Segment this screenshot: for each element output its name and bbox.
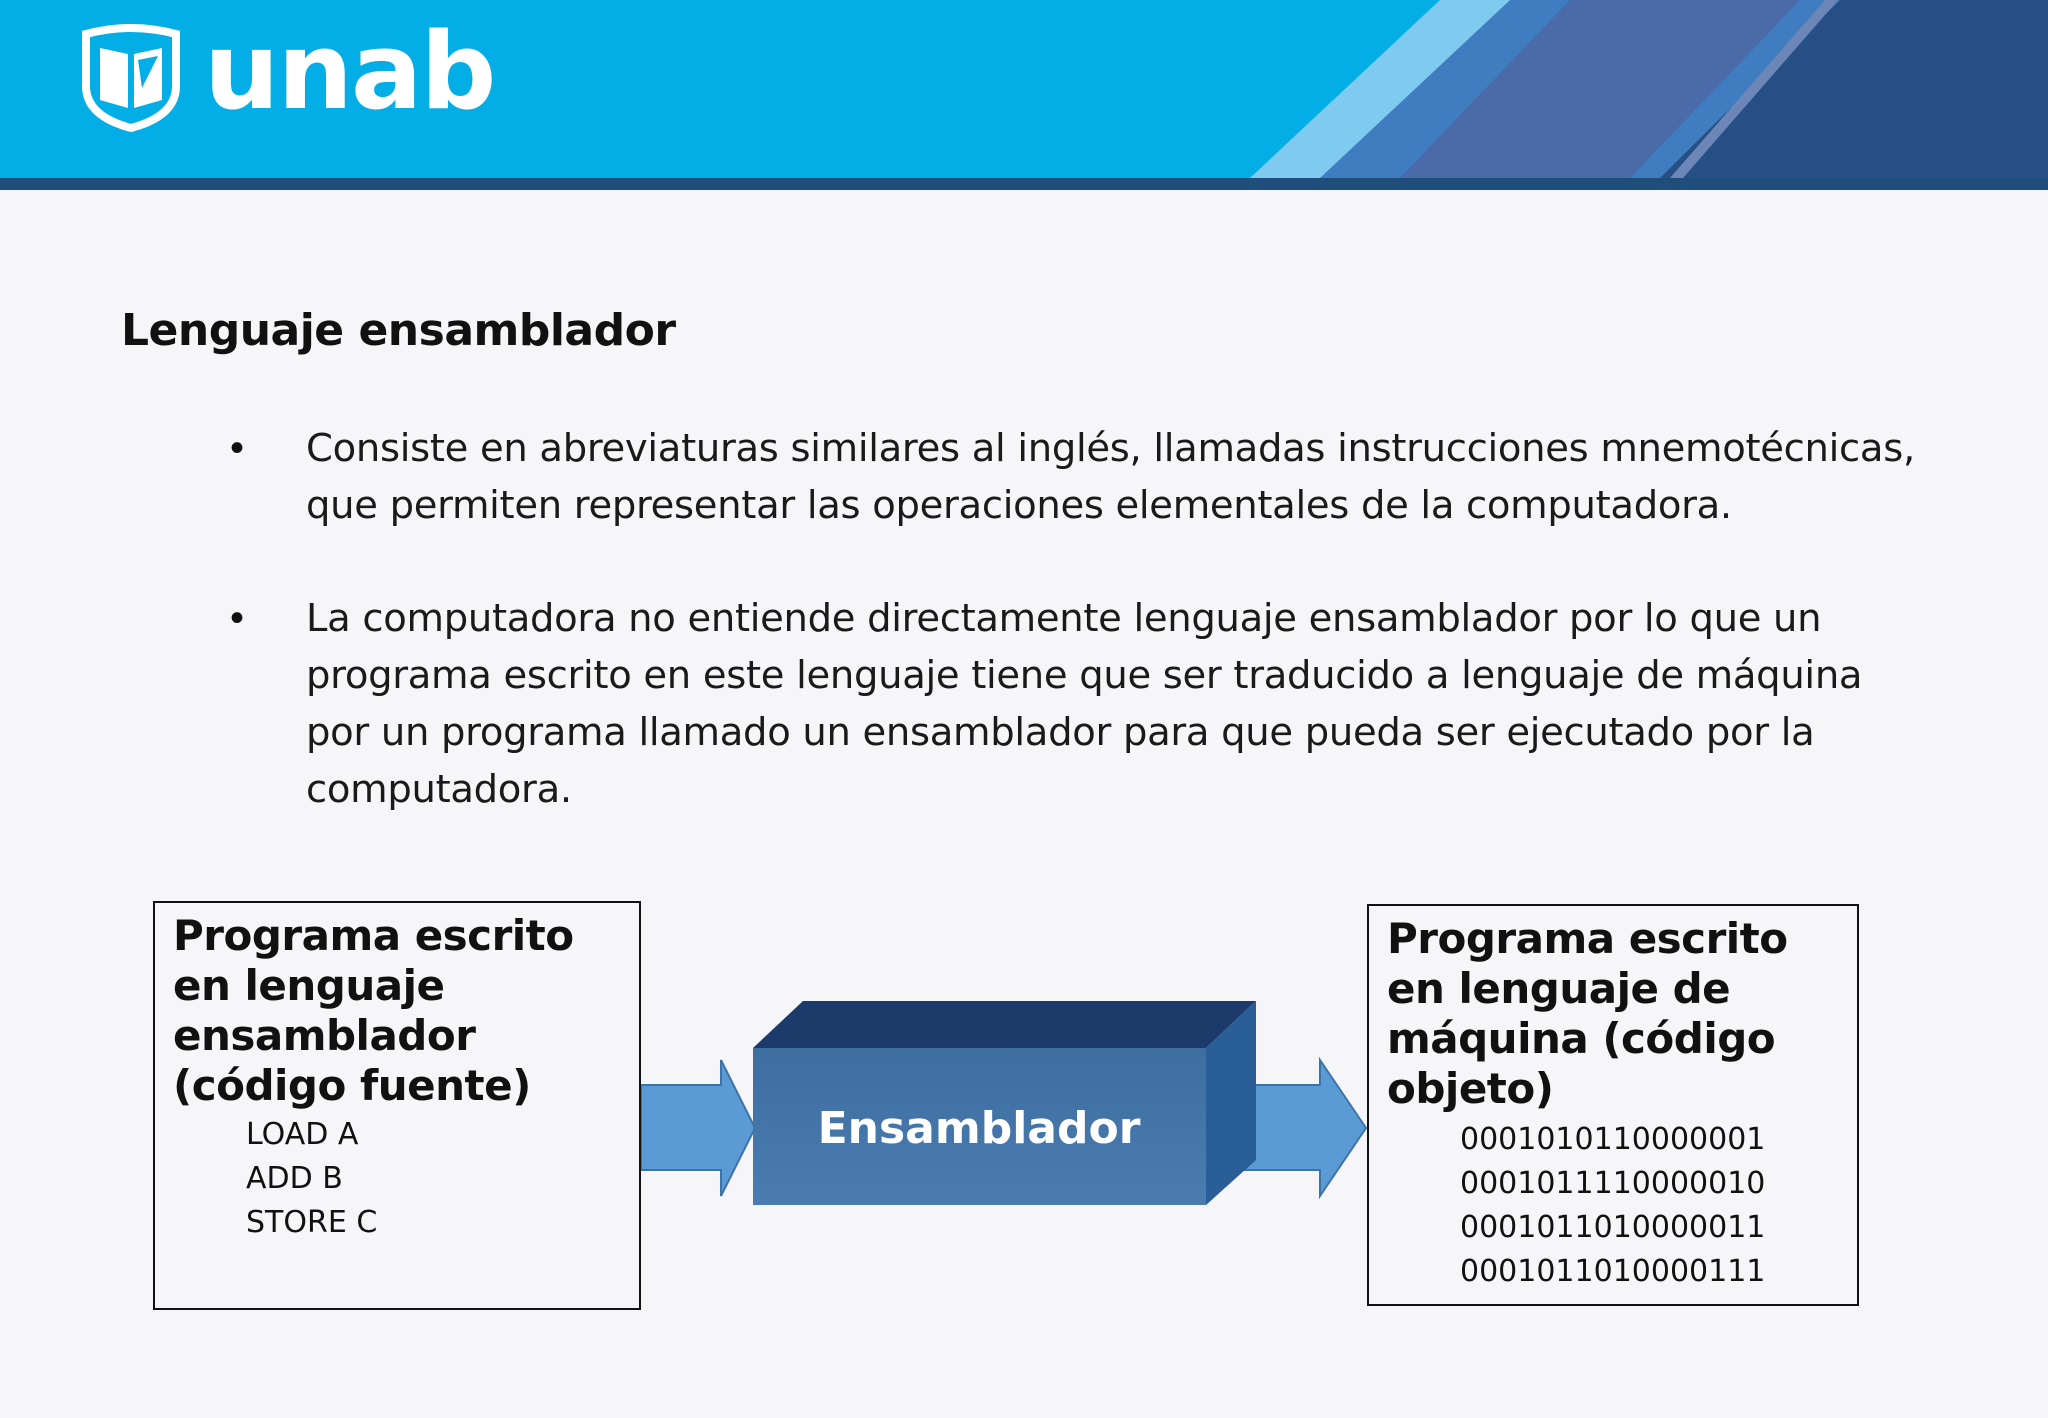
- bullet-dot: •: [230, 426, 245, 470]
- code-line: 0001011110000010: [1460, 1166, 1766, 1201]
- code-line: 0001011010000011: [1460, 1210, 1766, 1245]
- code-line: ADD B: [246, 1161, 343, 1196]
- processor-box-top: [753, 1001, 1256, 1048]
- assembler-label: Ensamblador: [817, 1102, 1141, 1154]
- object-box-title: Programa escrito en lenguaje de máquina (código objeto): [1387, 914, 1788, 1113]
- slide-title: Lenguaje ensamblador: [121, 305, 676, 356]
- code-line: 0001010110000001: [1460, 1122, 1766, 1157]
- logo-wordmark: unab: [204, 10, 495, 133]
- object-code-lines: [1369, 1118, 1857, 1294]
- code-line: LOAD A: [246, 1117, 359, 1152]
- code-line: 0001011010000111: [1460, 1254, 1766, 1289]
- source-code-lines: [155, 1113, 639, 1245]
- source-box-title: Programa escrito en lenguaje ensamblador (código fuente): [173, 911, 574, 1110]
- input-arrow: [641, 1060, 755, 1196]
- source-code-box: [153, 901, 641, 1310]
- bullet-text: La computadora no entiende directamente lenguaje ensamblador por lo que un programa escrito en este lenguaje tiene que ser traducido a lenguaje de máquina por un programa llamado un ensamblador para que pueda ser ejecutado por la computadora.: [306, 596, 1863, 812]
- bullet-dot: •: [230, 596, 245, 640]
- bullet-text: Consiste en abreviaturas similares al inglés, llamadas instrucciones mnemotécnicas, que permiten representar las operaciones elementales de la computadora.: [306, 426, 1915, 528]
- code-line: STORE C: [246, 1205, 378, 1240]
- object-code-box: [1367, 904, 1859, 1306]
